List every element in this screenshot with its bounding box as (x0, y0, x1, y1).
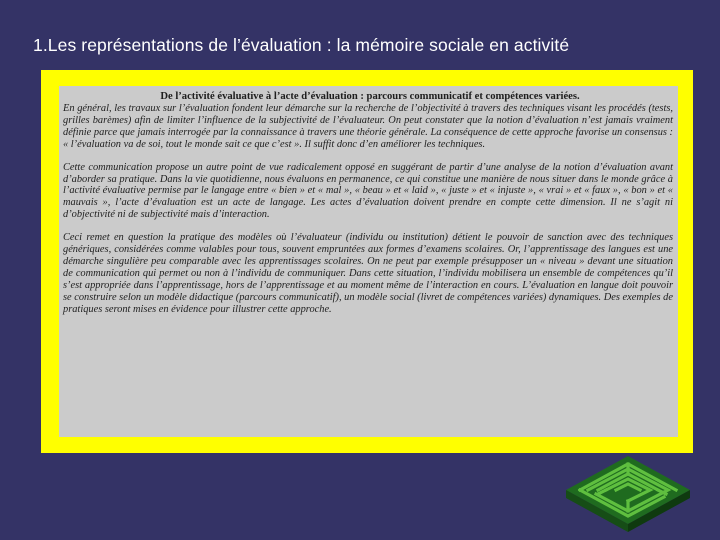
slide-title: 1.Les représentations de l’évaluation : la mémoire sociale en activité (33, 35, 570, 55)
document-paragraph-3: Ceci remet en question la pratique des modèles où l’évaluateur (individu ou institution) détient le pouvoir de sanction avec des techniques génériques, considérées comme valables pour tous, souvent empruntées aux formes d’examens scolaires. Or, l’apprentissage des langues est une démarche singulière peu comparable avec les apprentissages scolaires. On ne peut par exemple présupposer un « niveau » devant une situation de communication qui permet ou non à l’individu de communiquer. Dans cette situation, l’individu mobilisera un ensemble de compétences qu’il s’est appropriée dans l’apprentissage, hors de l’apprentissage et au moment même de l’interaction en cours. L’évaluation en langue doit pouvoir se construire selon un modèle didactique (parcours communicatif), un modèle social (livret de compétences variées) dynamiques. Des exemples de pratiques seront mises en évidence pour illustrer cette approche. (63, 232, 673, 315)
document-heading: De l’activité évaluative à l’acte d’évaluation : parcours communicatif et compétences variées. (160, 91, 580, 102)
green-maze-icon (562, 452, 694, 534)
document-image (59, 86, 678, 437)
document-paragraph-1: En général, les travaux sur l’évaluation fondent leur démarche sur la recherche de l’objectivité à travers des techniques visant les procédés (tests, grilles barèmes) afin de limiter l’influence de la subjectivité de l’évaluateur. On peut constater que la notion d’évaluation n’est jamais vraiment définie parce que jamais interrogée par la connaissance à travers une théorie générale. La conséquence de cette approche favorise un consensus : « l’évaluation va de soi, tout le monde sait ce que c’est ». Il suffit donc d’en améliorer les techniques. (63, 103, 674, 150)
document-paragraph-2: Cette communication propose un autre point de vue radicalement opposé en suggérant de partir d’une analyse de la notion d’évaluation avant d’aborder sa pratique. Dans la vie quotidienne, nous évaluons en permanence, ce qui constitue une manière de nous situer dans le monde grâce à l’activité évaluative permise par le langage entre « bien » et « mal », « beau » et « laid », « juste » et « injuste », « vrai » et « faux », « bon » et « mauvais », l’acte d’évaluation est un acte de langage. Les actes d’évaluation doivent prendre en compte cette dimension. Il ne s’agit ni d’objectivité ni de subjectivité mais d’interaction. (63, 161, 673, 221)
